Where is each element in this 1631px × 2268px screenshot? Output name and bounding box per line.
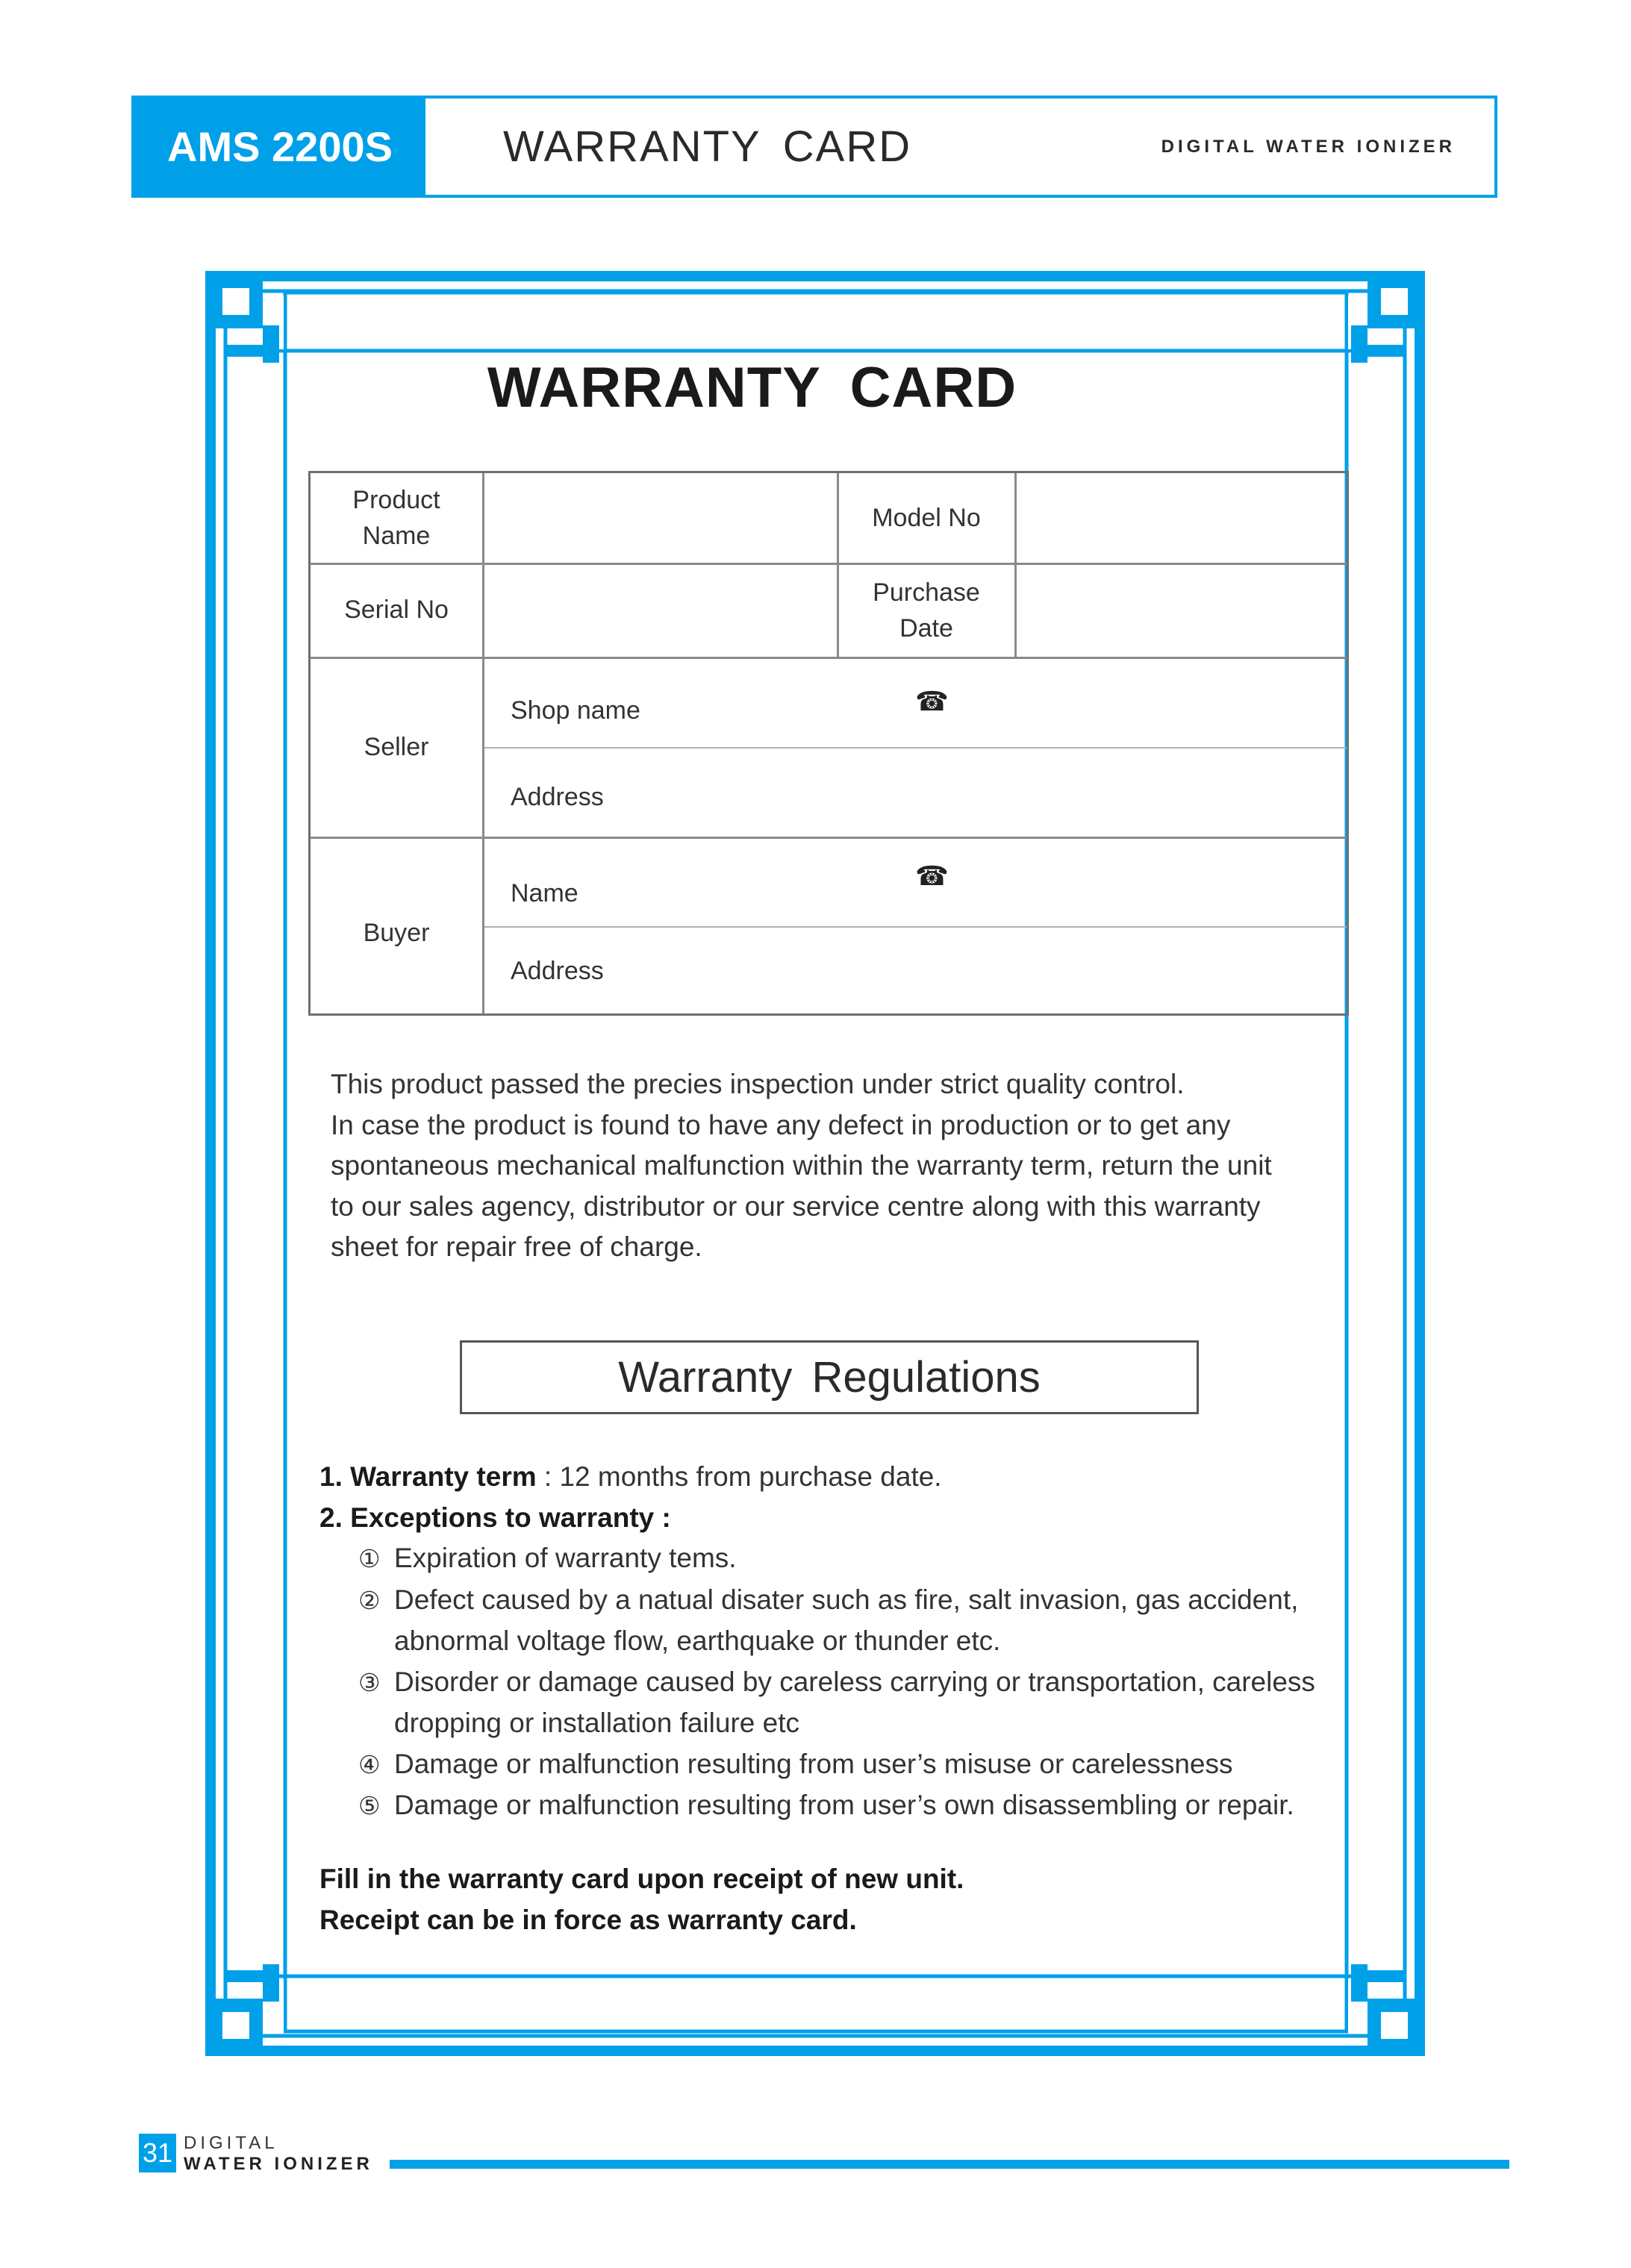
purchase-date-field[interactable] xyxy=(1018,567,1344,655)
header-subtitle: DIGITAL WATER IONIZER xyxy=(1161,136,1456,157)
product-name-field[interactable] xyxy=(487,476,835,561)
exception-item: ① Expiration of warranty tems. xyxy=(358,1543,737,1573)
intro-line: spontaneous mechanical malfunction within the warranty term, return the unit xyxy=(331,1150,1272,1181)
closing-note xyxy=(319,1859,964,1940)
serial-no-label: Serial No xyxy=(344,596,449,624)
table-divider xyxy=(484,926,1347,928)
closing-line: Fill in the warranty card upon receipt of new unit. xyxy=(319,1864,964,1894)
warranty-term-value: : 12 months from purchase date. xyxy=(536,1461,942,1492)
closing-line: Receipt can be in force as warranty card. xyxy=(319,1904,857,1935)
footer-rule xyxy=(390,2160,1509,2169)
exception-item: ④ Damage or malfunction resulting from user’s misuse or carelessness xyxy=(358,1748,1233,1779)
exception-item: ② Defect caused by a natual disater such as fire, salt invasion, gas accident, xyxy=(358,1584,1299,1615)
table-divider xyxy=(311,837,1347,839)
buyer-name-label: Name xyxy=(511,879,579,907)
page-number: 31 xyxy=(139,2134,176,2172)
seller-address-label: Address xyxy=(511,783,604,811)
table-divider xyxy=(484,747,1347,749)
exceptions-label: 2. Exceptions to warranty : xyxy=(319,1502,671,1533)
table-divider xyxy=(482,473,484,1013)
intro-line: This product passed the precies inspection under strict quality control. xyxy=(331,1069,1185,1099)
buyer-label: Buyer xyxy=(363,919,430,947)
footer-brand-line2: WATER IONIZER xyxy=(184,2154,373,2174)
model-no-label: Model No xyxy=(872,504,981,532)
table-divider xyxy=(311,563,1347,565)
telephone-icon: ☎ xyxy=(915,687,949,717)
warranty-info-table xyxy=(308,471,1349,1016)
purchase-date-label: Purchase Date xyxy=(873,578,980,643)
exception-item: ⑤ Damage or malfunction resulting from user’s own disassembling or repair. xyxy=(358,1790,1294,1820)
serial-no-field[interactable] xyxy=(487,567,835,655)
intro-line: In case the product is found to have any defect in production or to get any xyxy=(331,1109,1231,1140)
buyer-address-label: Address xyxy=(511,957,604,985)
footer-brand-line1: DIGITAL xyxy=(184,2133,278,2153)
product-name-label: Product Name xyxy=(352,486,440,550)
table-divider xyxy=(311,657,1347,659)
model-badge: AMS 2200S xyxy=(134,99,425,195)
shop-name-label: Shop name xyxy=(511,696,640,725)
exception-item-continued: abnormal voltage flow, earthquake or thunder etc. xyxy=(394,1625,1001,1656)
exception-item: ③ Disorder or damage caused by careless carrying or transportation, careless xyxy=(358,1666,1315,1697)
intro-line: sheet for repair free of charge. xyxy=(331,1231,702,1262)
model-no-field[interactable] xyxy=(1018,476,1344,561)
warranty-intro-paragraph xyxy=(331,1064,1346,1268)
intro-line: to our sales agency, distributor or our service centre along with this warranty xyxy=(331,1190,1261,1222)
header-title: WARRANTY CARD xyxy=(503,122,912,171)
table-divider xyxy=(1014,473,1017,657)
regulations-title: Warranty Regulations xyxy=(460,1340,1199,1414)
exception-item-continued: dropping or installation failure etc xyxy=(394,1708,799,1738)
seller-label: Seller xyxy=(364,733,429,761)
card-title: WARRANTY CARD xyxy=(487,356,1017,419)
table-divider xyxy=(837,473,839,657)
telephone-icon: ☎ xyxy=(915,861,949,892)
regulations-list xyxy=(319,1457,1365,1827)
warranty-term-label: 1. Warranty term xyxy=(319,1461,537,1492)
